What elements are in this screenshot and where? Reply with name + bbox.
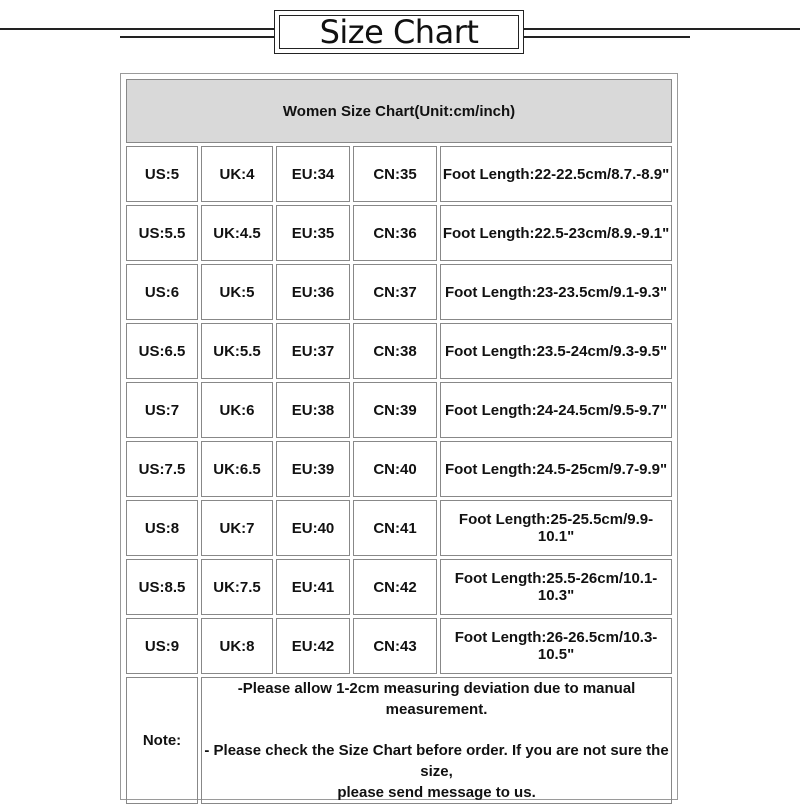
table-row [126, 382, 672, 438]
us-size-cell: US:9 [126, 618, 198, 674]
note-row [126, 677, 672, 804]
header-line-right-inner [524, 36, 690, 38]
table-row [126, 205, 672, 261]
page-title: Size Chart [319, 13, 479, 51]
table-row [126, 500, 672, 556]
eu-size-cell: EU:34 [276, 146, 350, 202]
cn-size-cell: CN:35 [353, 146, 437, 202]
table-heading: Women Size Chart(Unit:cm/inch) [126, 79, 672, 143]
us-size-cell: US:5.5 [126, 205, 198, 261]
foot-length-cell: Foot Length:23-23.5cm/9.1-9.3" [440, 264, 672, 320]
uk-size-cell: UK:7 [201, 500, 273, 556]
note-spacer [202, 720, 671, 740]
us-size-cell: US:6.5 [126, 323, 198, 379]
cn-size-cell: CN:41 [353, 500, 437, 556]
eu-size-cell: EU:42 [276, 618, 350, 674]
eu-size-cell: EU:38 [276, 382, 350, 438]
note-label: Note: [126, 677, 198, 804]
uk-size-cell: UK:6 [201, 382, 273, 438]
size-chart-table [123, 76, 675, 807]
us-size-cell: US:8 [126, 500, 198, 556]
table-row [126, 264, 672, 320]
eu-size-cell: EU:40 [276, 500, 350, 556]
table-row [126, 323, 672, 379]
cn-size-cell: CN:37 [353, 264, 437, 320]
header-line-left-outer [0, 28, 274, 30]
title-inner-frame [279, 15, 519, 49]
eu-size-cell: EU:35 [276, 205, 350, 261]
us-size-cell: US:7.5 [126, 441, 198, 497]
foot-length-cell: Foot Length:26-26.5cm/10.3-10.5" [440, 618, 672, 674]
eu-size-cell: EU:37 [276, 323, 350, 379]
us-size-cell: US:6 [126, 264, 198, 320]
cn-size-cell: CN:38 [353, 323, 437, 379]
table-row [126, 441, 672, 497]
note-line-3: please send message to us. [337, 784, 536, 801]
size-chart-table-frame [120, 73, 678, 800]
uk-size-cell: UK:6.5 [201, 441, 273, 497]
foot-length-cell: Foot Length:22.5-23cm/8.9.-9.1" [440, 205, 672, 261]
note-line-2: - Please check the Size Chart before order. If you are not sure the size, [204, 742, 669, 780]
foot-length-cell: Foot Length:24-24.5cm/9.5-9.7" [440, 382, 672, 438]
note-line-1: -Please allow 1-2cm measuring deviation due to manual measurement. [237, 680, 636, 718]
eu-size-cell: EU:36 [276, 264, 350, 320]
table-row [126, 559, 672, 615]
uk-size-cell: UK:4.5 [201, 205, 273, 261]
us-size-cell: US:8.5 [126, 559, 198, 615]
cn-size-cell: CN:40 [353, 441, 437, 497]
foot-length-cell: Foot Length:24.5-25cm/9.7-9.9" [440, 441, 672, 497]
foot-length-cell: Foot Length:25.5-26cm/10.1-10.3" [440, 559, 672, 615]
header-line-right-outer [524, 28, 800, 30]
uk-size-cell: UK:4 [201, 146, 273, 202]
eu-size-cell: EU:39 [276, 441, 350, 497]
uk-size-cell: UK:5.5 [201, 323, 273, 379]
note-text [201, 677, 672, 804]
eu-size-cell: EU:41 [276, 559, 350, 615]
us-size-cell: US:5 [126, 146, 198, 202]
table-row [126, 146, 672, 202]
uk-size-cell: UK:8 [201, 618, 273, 674]
uk-size-cell: UK:7.5 [201, 559, 273, 615]
uk-size-cell: UK:5 [201, 264, 273, 320]
foot-length-cell: Foot Length:23.5-24cm/9.3-9.5" [440, 323, 672, 379]
header-line-left-inner [120, 36, 274, 38]
title-frame [274, 10, 524, 54]
us-size-cell: US:7 [126, 382, 198, 438]
foot-length-cell: Foot Length:25-25.5cm/9.9-10.1" [440, 500, 672, 556]
table-row [126, 618, 672, 674]
cn-size-cell: CN:42 [353, 559, 437, 615]
cn-size-cell: CN:39 [353, 382, 437, 438]
cn-size-cell: CN:43 [353, 618, 437, 674]
cn-size-cell: CN:36 [353, 205, 437, 261]
foot-length-cell: Foot Length:22-22.5cm/8.7.-8.9" [440, 146, 672, 202]
